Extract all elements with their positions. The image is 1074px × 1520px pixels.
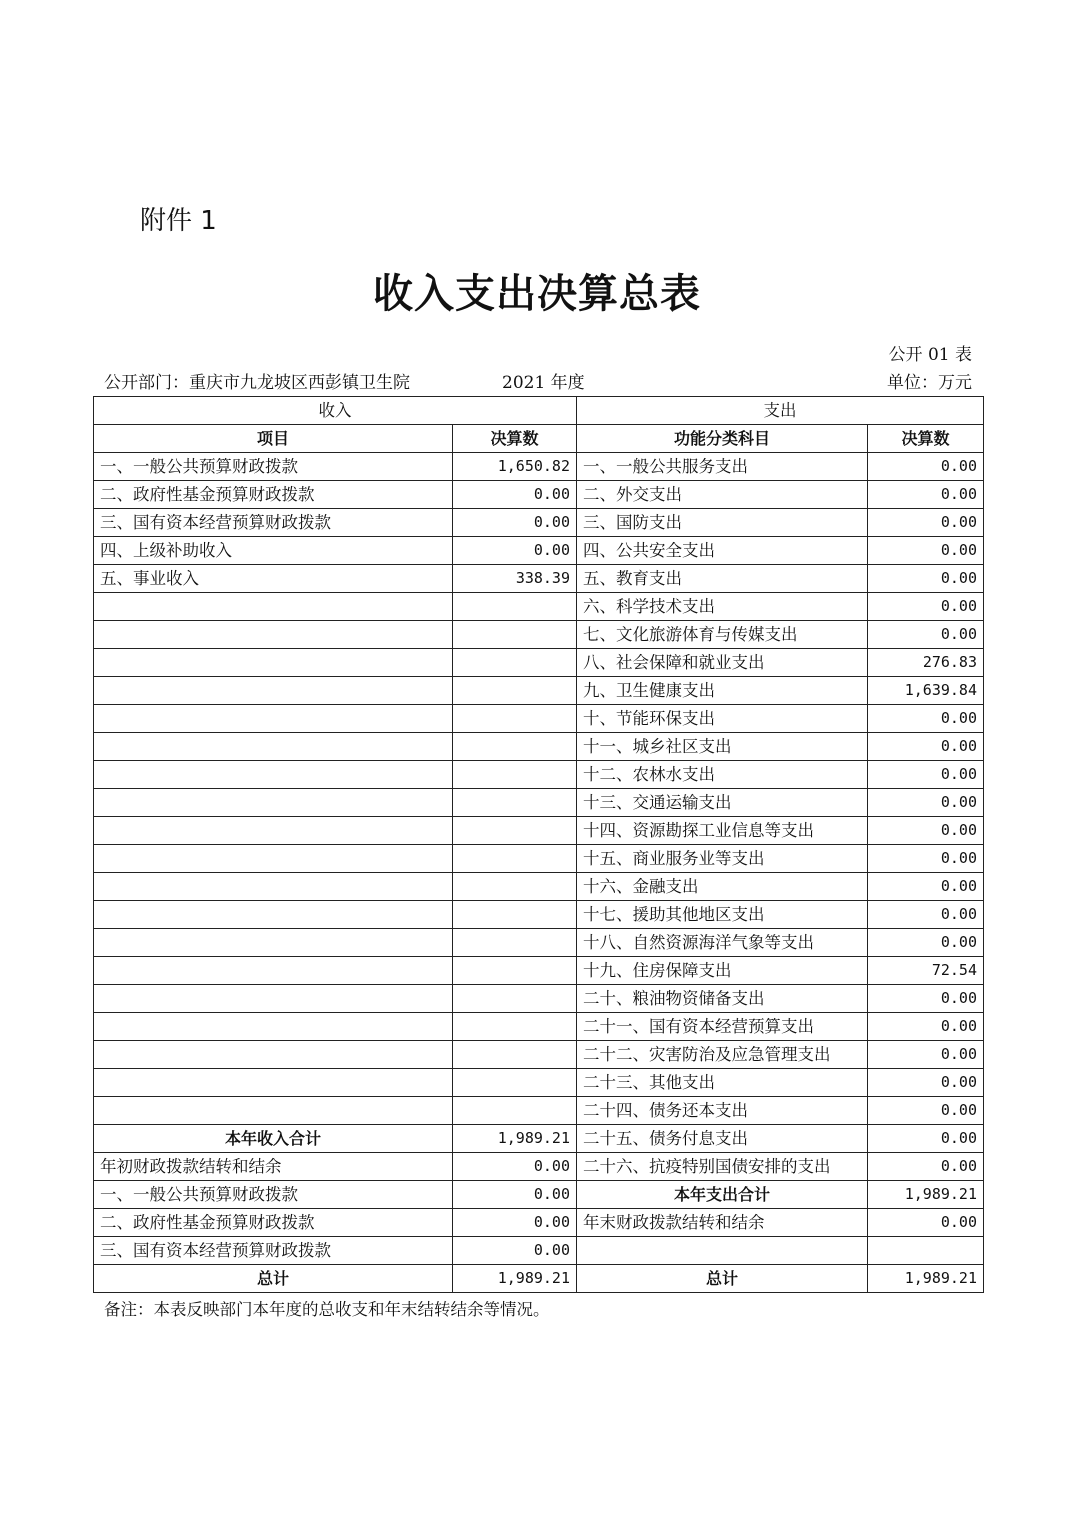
expense-amount-cell: 0.00 [868,901,984,929]
expense-item-cell: 二十二、灾害防治及应急管理支出 [577,1041,868,1069]
meta-line [104,368,972,394]
expense-amount-cell [868,1237,984,1265]
table-row [94,1181,984,1209]
income-amount-cell [453,845,577,873]
income-amount-cell [453,621,577,649]
form-number: 公开 01 表 [888,345,972,365]
fiscal-year: 2021 年度 [502,373,585,393]
expense-item-cell: 二十五、债务付息支出 [577,1125,868,1153]
expense-item-cell: 本年支出合计 [577,1181,868,1209]
table-row [94,1069,984,1097]
expense-item-cell: 二十三、其他支出 [577,1069,868,1097]
expense-item-cell: 二十四、债务还本支出 [577,1097,868,1125]
income-amount-cell: 0.00 [453,1153,577,1181]
income-item-cell [94,985,453,1013]
table-row [94,761,984,789]
attachment-label: 附件 1 [140,206,217,236]
income-item-cell [94,929,453,957]
expense-amount-cell: 1,639.84 [868,677,984,705]
income-item-cell [94,1069,453,1097]
amount-header-left: 决算数 [453,425,577,453]
income-item-cell [94,621,453,649]
table-row [94,621,984,649]
function-header: 功能分类科目 [577,425,868,453]
income-item-cell [94,901,453,929]
expense-amount-cell: 0.00 [868,761,984,789]
income-amount-cell [453,649,577,677]
expense-item-cell: 十、节能环保支出 [577,705,868,733]
income-amount-cell [453,957,577,985]
income-item-cell: 三、国有资本经营预算财政拨款 [94,509,453,537]
income-amount-cell: 1,989.21 [453,1125,577,1153]
table-row [94,929,984,957]
income-amount-cell [453,901,577,929]
expense-item-cell: 十三、交通运输支出 [577,789,868,817]
table-row [94,537,984,565]
table-row [94,1153,984,1181]
expense-amount-cell: 0.00 [868,845,984,873]
expense-amount-cell: 0.00 [868,789,984,817]
page-title: 收入支出决算总表 [373,270,701,317]
income-item-cell [94,957,453,985]
income-amount-cell [453,1013,577,1041]
section-header-row [94,397,984,425]
department-label: 公开部门：重庆市九龙坡区西彭镇卫生院 [104,373,410,393]
income-amount-cell [453,985,577,1013]
income-amount-cell [453,817,577,845]
expense-amount-cell: 0.00 [868,1013,984,1041]
income-item-cell [94,677,453,705]
table-row [94,1013,984,1041]
expense-amount-cell: 0.00 [868,453,984,481]
expense-amount-cell: 0.00 [868,1069,984,1097]
table-row [94,705,984,733]
item-header: 项目 [94,425,453,453]
table-row [94,1125,984,1153]
income-item-cell [94,789,453,817]
expense-amount-cell: 0.00 [868,565,984,593]
income-amount-cell [453,677,577,705]
income-amount-cell: 0.00 [453,1237,577,1265]
income-item-cell: 总计 [94,1265,453,1293]
expense-amount-cell: 1,989.21 [868,1181,984,1209]
table-row [94,453,984,481]
income-amount-cell: 1,650.82 [453,453,577,481]
expense-item-cell: 二十六、抗疫特别国债安排的支出 [577,1153,868,1181]
expense-amount-cell: 0.00 [868,621,984,649]
expense-item-cell: 一、一般公共服务支出 [577,453,868,481]
table-row [94,593,984,621]
table-row [94,901,984,929]
expense-amount-cell: 1,989.21 [868,1265,984,1293]
income-amount-cell [453,733,577,761]
income-item-cell: 一、一般公共预算财政拨款 [94,1181,453,1209]
income-amount-cell: 0.00 [453,537,577,565]
income-amount-cell [453,761,577,789]
income-item-cell [94,705,453,733]
expense-amount-cell: 0.00 [868,929,984,957]
table-row [94,845,984,873]
expense-item-cell: 四、公共安全支出 [577,537,868,565]
expense-amount-cell: 0.00 [868,817,984,845]
table-row [94,1041,984,1069]
expense-item-cell: 年末财政拨款结转和结余 [577,1209,868,1237]
table-row [94,509,984,537]
table-row [94,817,984,845]
income-item-cell: 一、一般公共预算财政拨款 [94,453,453,481]
expense-item-cell: 十六、金融支出 [577,873,868,901]
income-item-cell [94,845,453,873]
income-amount-cell [453,1041,577,1069]
expense-amount-cell: 0.00 [868,481,984,509]
income-amount-cell: 338.39 [453,565,577,593]
expense-amount-cell: 0.00 [868,1097,984,1125]
expense-amount-cell: 276.83 [868,649,984,677]
expense-item-cell: 十一、城乡社区支出 [577,733,868,761]
income-item-cell [94,649,453,677]
table-row [94,481,984,509]
income-amount-cell [453,705,577,733]
expense-item-cell: 十四、资源勘探工业信息等支出 [577,817,868,845]
expense-item-cell: 八、社会保障和就业支出 [577,649,868,677]
expense-item-cell [577,1237,868,1265]
table-row [94,677,984,705]
income-item-cell [94,1041,453,1069]
income-amount-cell: 0.00 [453,481,577,509]
income-amount-cell [453,873,577,901]
table-row [94,1097,984,1125]
table-row [94,873,984,901]
table-row [94,1265,984,1293]
income-item-cell [94,593,453,621]
unit-label: 单位：万元 [887,373,972,393]
income-item-cell [94,761,453,789]
income-amount-cell: 0.00 [453,1181,577,1209]
expense-item-cell: 二十、粮油物资储备支出 [577,985,868,1013]
income-amount-cell [453,789,577,817]
table-row [94,733,984,761]
table-row [94,565,984,593]
income-item-cell [94,817,453,845]
income-item-cell [94,1013,453,1041]
expense-amount-cell: 0.00 [868,985,984,1013]
expense-item-cell: 三、国防支出 [577,509,868,537]
expense-item-cell: 十九、住房保障支出 [577,957,868,985]
expense-header: 支出 [577,397,984,425]
expense-item-cell: 七、文化旅游体育与传媒支出 [577,621,868,649]
expense-amount-cell: 0.00 [868,1209,984,1237]
table-row [94,789,984,817]
expense-item-cell: 六、科学技术支出 [577,593,868,621]
income-item-cell [94,873,453,901]
income-item-cell [94,733,453,761]
income-item-cell: 二、政府性基金预算财政拨款 [94,1209,453,1237]
expense-item-cell: 十七、援助其他地区支出 [577,901,868,929]
expense-amount-cell: 0.00 [868,537,984,565]
income-amount-cell [453,929,577,957]
income-item-cell: 年初财政拨款结转和结余 [94,1153,453,1181]
income-expense-table [93,396,984,1293]
amount-header-right: 决算数 [868,425,984,453]
expense-amount-cell: 0.00 [868,593,984,621]
expense-item-cell: 二、外交支出 [577,481,868,509]
income-header: 收入 [94,397,577,425]
expense-item-cell: 十二、农林水支出 [577,761,868,789]
expense-item-cell: 二十一、国有资本经营预算支出 [577,1013,868,1041]
income-item-cell: 二、政府性基金预算财政拨款 [94,481,453,509]
footnote: 备注：本表反映部门本年度的总收支和年末结转结余等情况。 [104,1300,550,1319]
column-header-row [94,425,984,453]
table-row [94,985,984,1013]
income-amount-cell: 0.00 [453,1209,577,1237]
expense-item-cell: 五、教育支出 [577,565,868,593]
income-amount-cell [453,593,577,621]
table-row [94,1209,984,1237]
income-item-cell: 本年收入合计 [94,1125,453,1153]
income-item-cell: 四、上级补助收入 [94,537,453,565]
income-item-cell: 三、国有资本经营预算财政拨款 [94,1237,453,1265]
expense-amount-cell: 0.00 [868,1153,984,1181]
expense-amount-cell: 0.00 [868,1125,984,1153]
expense-amount-cell: 0.00 [868,705,984,733]
table-row [94,1237,984,1265]
income-amount-cell: 1,989.21 [453,1265,577,1293]
expense-item-cell: 十五、商业服务业等支出 [577,845,868,873]
income-amount-cell: 0.00 [453,509,577,537]
expense-amount-cell: 72.54 [868,957,984,985]
expense-item-cell: 九、卫生健康支出 [577,677,868,705]
income-item-cell [94,1097,453,1125]
table-row [94,649,984,677]
expense-item-cell: 总计 [577,1265,868,1293]
expense-amount-cell: 0.00 [868,873,984,901]
income-amount-cell [453,1069,577,1097]
expense-amount-cell: 0.00 [868,1041,984,1069]
income-item-cell: 五、事业收入 [94,565,453,593]
expense-item-cell: 十八、自然资源海洋气象等支出 [577,929,868,957]
expense-amount-cell: 0.00 [868,733,984,761]
income-amount-cell [453,1097,577,1125]
expense-amount-cell: 0.00 [868,509,984,537]
table-row [94,957,984,985]
